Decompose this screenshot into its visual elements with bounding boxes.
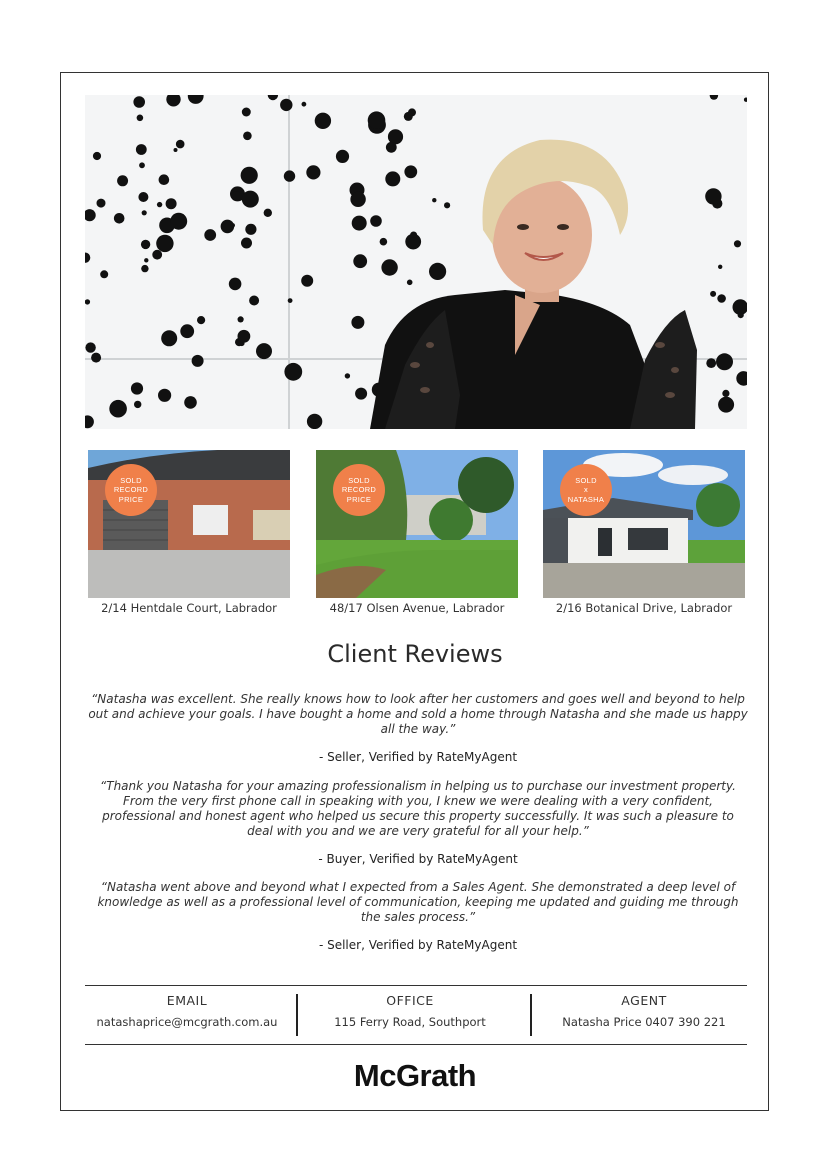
property-photo bbox=[543, 450, 745, 598]
agent-value: Natasha Price 0407 390 221 bbox=[562, 1015, 726, 1029]
property-address: 2/16 Botanical Drive, Labrador bbox=[555, 601, 733, 615]
contact-bottom-rule bbox=[85, 1044, 747, 1045]
property-photo bbox=[88, 450, 290, 598]
property-card-1 bbox=[88, 450, 290, 615]
badge-line: RECORD bbox=[341, 485, 377, 495]
review-attribution: - Seller, Verified by RateMyAgent bbox=[318, 750, 518, 764]
mcgrath-logo: McGrath bbox=[353, 1058, 477, 1093]
contact-email bbox=[77, 993, 297, 1029]
contact-agent bbox=[534, 993, 754, 1029]
property-card-2 bbox=[316, 450, 518, 615]
sold-badge bbox=[105, 464, 157, 516]
agent-label: AGENT bbox=[621, 993, 667, 1008]
review-attribution: - Buyer, Verified by RateMyAgent bbox=[318, 852, 518, 866]
review-attribution: - Seller, Verified by RateMyAgent bbox=[318, 938, 518, 952]
agent-portrait bbox=[85, 95, 747, 429]
badge-line: PRICE bbox=[118, 494, 144, 504]
sold-badge bbox=[333, 464, 385, 516]
contact-divider bbox=[296, 994, 298, 1036]
badge-line: NATASHA bbox=[567, 494, 605, 504]
email-label: EMAIL bbox=[166, 993, 208, 1008]
review-quote: “Natasha was excellent. She really knows how to look after her customers and goes well and beyond to help out and achieve your goals. I have bought a home and sold a home through Natasha and she made us happy all the way.” bbox=[88, 692, 748, 736]
property-address: 48/17 Olsen Avenue, Labrador bbox=[329, 601, 505, 615]
reviews-heading: Client Reviews bbox=[327, 640, 503, 668]
review-2 bbox=[88, 779, 748, 866]
badge-line: x bbox=[583, 485, 589, 495]
contact-divider bbox=[530, 994, 532, 1036]
review-3 bbox=[88, 880, 748, 952]
review-1 bbox=[88, 692, 748, 764]
badge-line: SOLD bbox=[575, 475, 597, 485]
sold-badge bbox=[560, 464, 612, 516]
contact-top-rule bbox=[85, 985, 747, 986]
office-label: OFFICE bbox=[386, 993, 434, 1008]
property-card-3 bbox=[543, 450, 745, 615]
badge-line: PRICE bbox=[346, 494, 372, 504]
review-quote: “Thank you Natasha for your amazing professionalism in helping us to purchase our investment property. From the very first phone call in speaking with you, I knew we were dealing with a very confident, professional and honest agent who helped us secure this property successfully. It was such a pleasure to deal with you and we are very grateful for all your help.” bbox=[100, 779, 736, 838]
review-quote: “Natasha went above and beyond what I expected from a Sales Agent. She demonstrated a deep level of knowledge as well as a professional level of communication, keeping me updated and guiding me through the sales process.” bbox=[97, 880, 739, 924]
office-value: 115 Ferry Road, Southport bbox=[334, 1015, 486, 1029]
email-value[interactable]: natashaprice@mcgrath.com.au bbox=[96, 1015, 278, 1029]
badge-line: RECORD bbox=[113, 485, 149, 495]
badge-line: SOLD bbox=[120, 475, 142, 485]
property-photo bbox=[316, 450, 518, 598]
property-address: 2/14 Hentdale Court, Labrador bbox=[101, 601, 277, 615]
contact-office bbox=[300, 993, 520, 1029]
badge-line: SOLD bbox=[348, 475, 370, 485]
